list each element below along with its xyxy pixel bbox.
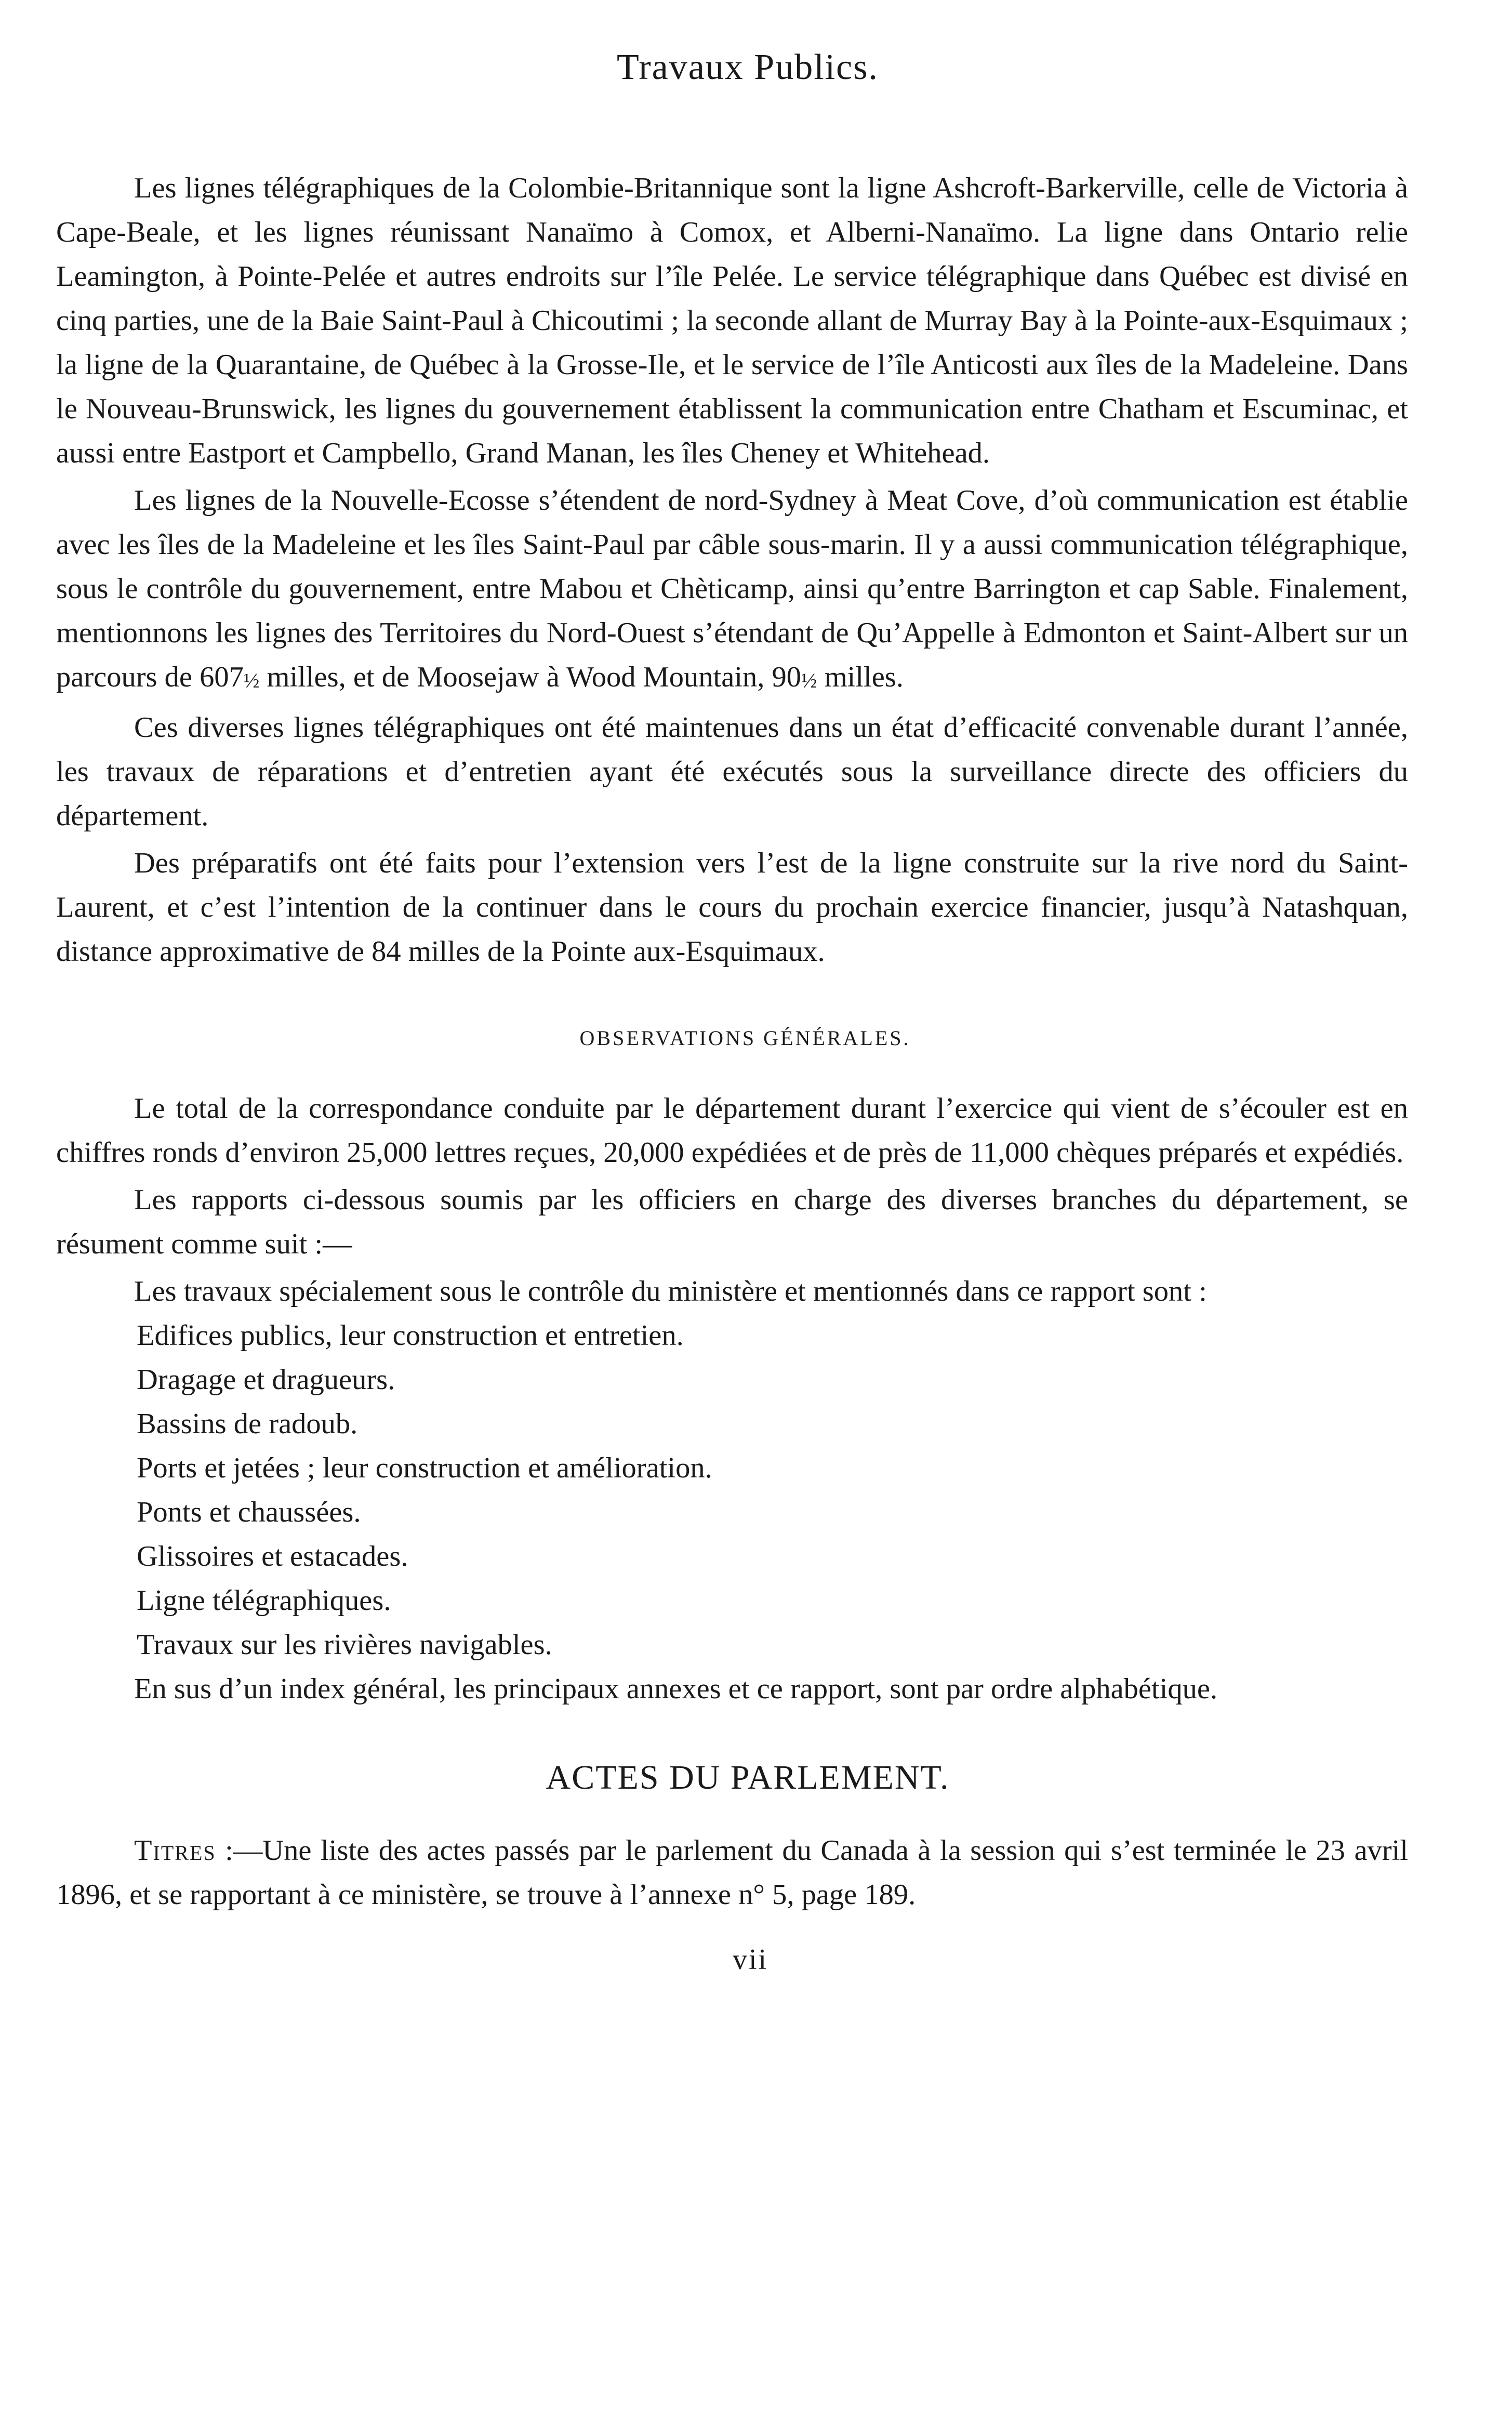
list-item: Ligne télégraphiques. <box>137 1584 391 1617</box>
paragraph-efficacite: Ces diverses lignes télégraphiques ont été maintenues dans un état d’efficacité convenable durant l’année, les travaux de réparations et d’entretien ayant été exécutés sous la surveillance directe des officiers du département. <box>56 711 1408 833</box>
list-item: Bassins de radoub. <box>137 1408 358 1441</box>
paragraph-titres <box>56 1829 1408 1917</box>
works-list <box>56 1314 1408 1667</box>
paragraph-text: milles, et de Moosejaw à Wood Mountain, 90 <box>259 661 802 693</box>
paragraph-index: En sus d’un index général, les principaux annexes et ce rapport, sont par ordre alphabétique. <box>134 1673 1218 1706</box>
titres-lead: Titres <box>134 1834 216 1867</box>
section-heading-observations: OBSERVATIONS GÉNÉRALES. <box>579 1026 911 1050</box>
list-item: Travaux sur les rivières navigables. <box>137 1629 552 1661</box>
paragraph-text: Les lignes de la Nouvelle-Ecosse s’étendent de nord-Sydney à Meat Cove, d’où communication est établie avec les îles de la Madeleine et les îles Saint-Paul par câble sous-marin. Il y a aussi communication télégraphique, sous le contrôle du gouvernement, entre Mabou et Chèticamp, ainsi qu’entre Barrington et cap Sable. Finalement, mentionnons les lignes des Territoires du Nord-Ouest s’étendant de Qu’Appelle à Edmonton et Saint-Albert sur un parcours de 607 <box>56 484 1408 693</box>
list-item: Ports et jetées ; leur construction et amélioration. <box>137 1452 712 1485</box>
paragraph-preparatifs: Des préparatifs ont été faits pour l’extension vers l’est de la ligne construite sur la rive nord du Saint-Laurent, et c’est l’intention de la continuer dans le cours du prochain exercice financier, jusqu’à Natashquan, distance approximative de 84 milles de la Pointe aux-Esquimaux. <box>56 847 1408 968</box>
list-item: Dragage et dragueurs. <box>137 1364 395 1396</box>
paragraph-travaux-controle: Les travaux spécialement sous le contrôle du ministère et mentionnés dans ce rapport sont : <box>134 1275 1207 1308</box>
paragraph-rapports: Les rapports ci-dessous soumis par les officiers en charge des diverses branches du département, se résument comme suit :— <box>56 1184 1408 1261</box>
running-title: Travaux Publics. <box>617 47 879 87</box>
paragraph-colombie-britannique: Les lignes télégraphiques de la Colombie-Britannique sont la ligne Ashcroft-Barkerville, celle de Victoria à Cape-Beale, et les lignes réunissant Nanaïmo à Comox, et Alberni-Nanaïmo. La ligne dans Ontario relie Leamington, à Pointe-Pelée et autres endroits sur l’île Pelée. Le service télégraphique dans Québec est divisé en cinq parties, une de la Baie Saint-Paul à Chicoutimi ; la seconde allant de Murray Bay à la Pointe-aux-Esquimaux ; la ligne de la Quarantaine, de Québec à la Grosse-Ile, et le service de l’île Anticosti aux îles de la Madeleine. Dans le Nouveau-Brunswick, les lignes du gouvernement établissent la communication entre Chatham et Escuminac, et aussi entre Eastport et Campbello, Grand Manan, les îles Cheney et Whitehead. <box>56 172 1408 469</box>
paragraph-text: :—Une liste des actes passés par le parlement du Canada à la session qui s’est terminée le 23 avril 1896, et se rapportant à ce ministère, se trouve à l’annexe n° 5, page 189. <box>56 1834 1408 1911</box>
fraction-half: ½ <box>243 669 260 693</box>
paragraph-correspondance: Le total de la correspondance conduite par le département durant l’exercice qui vient de s’écouler est en chiffres ronds d’environ 25,000 lettres reçues, 20,000 expédiées et de près de 11,000 chèques préparés et expédiés. <box>56 1092 1408 1169</box>
paragraph-text: milles. <box>817 661 904 693</box>
list-item: Ponts et chaussées. <box>137 1496 361 1529</box>
section-heading-actes: ACTES DU PARLEMENT. <box>546 1759 950 1797</box>
page-number: vii <box>732 1944 768 1976</box>
paragraph-nouvelle-ecosse <box>56 479 1408 703</box>
fraction-half: ½ <box>801 669 817 693</box>
list-item: Edifices publics, leur construction et entretien. <box>137 1319 684 1352</box>
list-item: Glissoires et estacades. <box>137 1540 408 1573</box>
